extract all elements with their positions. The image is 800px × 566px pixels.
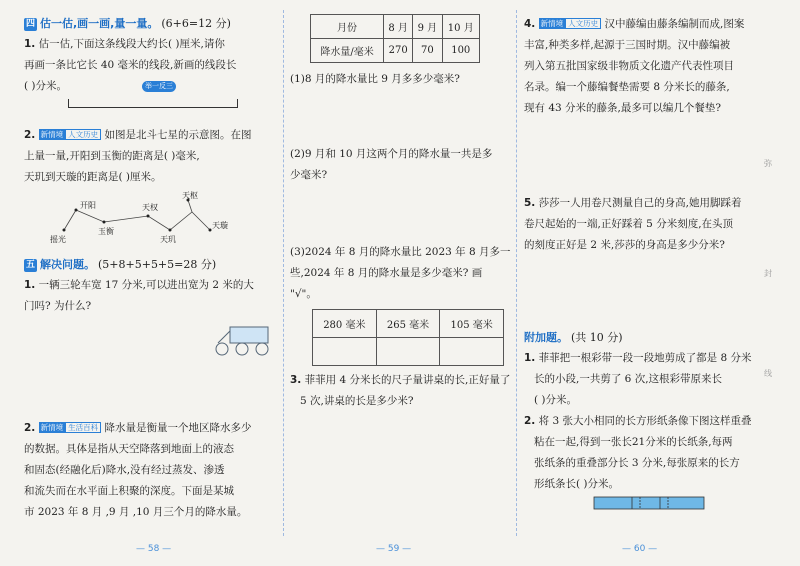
question-number: 2. bbox=[24, 129, 36, 141]
question-text: 莎莎一人用卷尺测量自己的身高,她用脚踩着 bbox=[538, 197, 742, 209]
question-text: ( )分米。 bbox=[24, 80, 68, 92]
star-label: 天玑 bbox=[160, 235, 176, 244]
question-desk-length bbox=[290, 370, 510, 412]
subquestion-3: 些,2024 年 8 月的降水量是多少毫米? 画 bbox=[290, 267, 483, 279]
question-text: 丰富,种类多样,起源于三国时期。汉中藤编被 bbox=[524, 39, 731, 51]
question-text: 估一估,下面这条线段大约长( )厘米,请你 bbox=[38, 38, 225, 50]
table-header: 10 月 bbox=[442, 15, 480, 39]
section-4-score: (6+6=12 分) bbox=[161, 17, 231, 30]
question-text: 一辆三轮车宽 17 分米,可以进出宽为 2 米的大 bbox=[38, 279, 254, 291]
subquestion-1: (1)8 月的降水量比 9 月多多少毫米? bbox=[290, 73, 460, 85]
big-dipper-diagram bbox=[24, 188, 276, 248]
tag-extension: 举一反三 bbox=[142, 81, 176, 92]
question-ribbon bbox=[524, 348, 754, 411]
question-text: 和固态(经融化后)降水,没有经过蒸发、渗透 bbox=[24, 464, 225, 476]
extra-section-score: (共 10 分) bbox=[571, 331, 623, 344]
question-text: 卷尺起始的一端,正好踩着 5 分米刻度,在头顶 bbox=[524, 218, 734, 230]
question-text: ( )分米。 bbox=[534, 394, 578, 406]
badge-category: 人文历史 bbox=[565, 18, 601, 29]
section-5-title: 解决问题。 bbox=[40, 258, 95, 271]
table-cell: 100 bbox=[442, 39, 480, 63]
badge-new-context: 新情境 bbox=[40, 423, 64, 432]
star-label: 玉衡 bbox=[98, 227, 114, 236]
question-text: 名录。编一个藤编餐垫需要 8 分米长的藤条, bbox=[524, 81, 730, 93]
page-number: — 59 — bbox=[376, 544, 412, 554]
subquestion-2: 少毫米? bbox=[290, 169, 328, 181]
table-header: 8 月 bbox=[384, 15, 413, 39]
choice-option: 265 毫米 bbox=[376, 310, 440, 338]
table-header: 月份 bbox=[311, 15, 384, 39]
table-row-label: 降水量/毫米 bbox=[311, 39, 384, 63]
paper-strips-diagram bbox=[524, 495, 754, 513]
question-text: 的刻度正好是 2 米,莎莎的身高是多少分米? bbox=[524, 239, 725, 251]
question-number: 1. bbox=[24, 279, 36, 291]
star-label: 开阳 bbox=[80, 201, 96, 210]
question-number: 4. bbox=[524, 18, 536, 30]
star-label: 天璇 bbox=[212, 221, 228, 230]
binding-margin-label: 弥 bbox=[764, 159, 772, 168]
badge-category: 生活百科 bbox=[65, 422, 101, 433]
section-5-icon: 五 bbox=[25, 259, 35, 270]
question-text: 的数据。具体是指从天空降落到地面上的液态 bbox=[24, 443, 234, 455]
question-text: 菲菲用 4 分米长的尺子量讲桌的长,正好量了 bbox=[304, 374, 511, 386]
extra-section-header bbox=[524, 328, 754, 348]
subquestion-2: (2)9 月和 10 月这两个月的降水量一共是多 bbox=[290, 148, 493, 160]
question-text: 市 2023 年 8 月 ,9 月 ,10 月三个月的降水量。 bbox=[24, 506, 248, 518]
question-text: 如图是北斗七星的示意图。在图 bbox=[104, 129, 252, 141]
binding-margin-label: 线 bbox=[764, 369, 772, 378]
question-text: 形纸条长( )分米。 bbox=[534, 478, 620, 490]
question-paper-strips bbox=[524, 411, 754, 516]
choice-option: 280 毫米 bbox=[313, 310, 377, 338]
question-text: 菲菲把一根彩带一段一段地剪成了都是 8 分米 bbox=[538, 352, 752, 364]
question-rattan-mat bbox=[524, 14, 754, 119]
question-number: 1. bbox=[24, 38, 36, 50]
column-page-58 bbox=[24, 14, 276, 523]
column-page-60 bbox=[524, 14, 754, 516]
question-number: 5. bbox=[524, 197, 536, 209]
question-text: 长的小段,一共剪了 6 次,这根彩带原来长 bbox=[534, 373, 723, 385]
choice-table bbox=[312, 309, 504, 366]
question-estimate-line bbox=[24, 34, 276, 115]
column-divider bbox=[516, 10, 517, 536]
badge-new-context: 新情境 bbox=[540, 19, 564, 28]
question-text: 5 次,讲桌的长是多少米? bbox=[300, 395, 414, 407]
table-cell: 270 bbox=[384, 39, 413, 63]
section-5-score: (5+8+5+5+5=28 分) bbox=[98, 258, 217, 271]
question-text: 列入第五批国家级非物质文化遗产代表性项目 bbox=[524, 60, 734, 72]
section-5-header bbox=[24, 255, 276, 275]
question-text: 将 3 张大小相同的长方形纸条像下图这样重叠 bbox=[538, 415, 752, 427]
check-cell[interactable] bbox=[440, 338, 504, 366]
question-number: 1. bbox=[524, 352, 536, 364]
page-number: — 60 — bbox=[622, 544, 658, 554]
table-header: 9 月 bbox=[413, 15, 442, 39]
question-number: 2. bbox=[24, 422, 36, 434]
column-page-59 bbox=[290, 14, 510, 412]
question-text: 门吗? 为什么? bbox=[24, 300, 92, 312]
question-text: 天玑到天璇的距离是( )厘米。 bbox=[24, 171, 162, 183]
question-tricycle bbox=[24, 275, 276, 366]
badge-new-context: 新情境 bbox=[40, 130, 64, 139]
question-number: 3. bbox=[290, 374, 302, 386]
choice-option: 105 毫米 bbox=[440, 310, 504, 338]
section-4-title: 估一估,画一画,量一量。 bbox=[40, 17, 159, 30]
rainfall-table bbox=[310, 14, 480, 63]
table-cell: 70 bbox=[413, 39, 442, 63]
question-text: 汉中藤编由藤条编制而成,图案 bbox=[604, 18, 745, 30]
binding-margin-label: 封 bbox=[764, 269, 772, 278]
question-rainfall bbox=[24, 418, 276, 523]
question-text: 降水量是衡量一个地区降水多少 bbox=[104, 422, 252, 434]
extra-section-title: 附加题。 bbox=[524, 331, 568, 344]
question-text: 张纸条的重叠部分长 3 分米,每张原来的长方 bbox=[534, 457, 740, 469]
question-text: 再画一条比它长 40 毫米的线段,新画的线段长 bbox=[24, 59, 237, 71]
tricycle-image bbox=[24, 317, 276, 363]
subquestion-3: (3)2024 年 8 月的降水量比 2023 年 8 月多一 bbox=[290, 246, 511, 258]
column-divider bbox=[283, 10, 284, 536]
star-label: 天枢 bbox=[182, 191, 198, 200]
measure-line-segment bbox=[68, 99, 238, 108]
question-height bbox=[524, 193, 754, 256]
question-text: 现有 43 分米的藤条,最多可以编几个餐垫? bbox=[524, 102, 722, 114]
badge-category: 人文历史 bbox=[65, 129, 101, 140]
check-cell[interactable] bbox=[313, 338, 377, 366]
star-label: 天权 bbox=[142, 203, 158, 212]
star-label: 摇光 bbox=[50, 235, 66, 244]
question-big-dipper bbox=[24, 125, 276, 251]
question-number: 2. bbox=[524, 415, 536, 427]
page-number: — 58 — bbox=[136, 544, 172, 554]
section-4-header bbox=[24, 14, 276, 34]
check-cell[interactable] bbox=[376, 338, 440, 366]
question-text: 上量一量,开阳到玉衡的距离是( )毫米, bbox=[24, 150, 200, 162]
subquestion-3: "√"。 bbox=[290, 288, 317, 300]
question-text: 和流失而在水平面上积聚的深度。下面是某城 bbox=[24, 485, 234, 497]
question-text: 粘在一起,得到一张长21分米的长纸条,每两 bbox=[534, 436, 733, 448]
section-4-icon: 四 bbox=[25, 18, 35, 29]
